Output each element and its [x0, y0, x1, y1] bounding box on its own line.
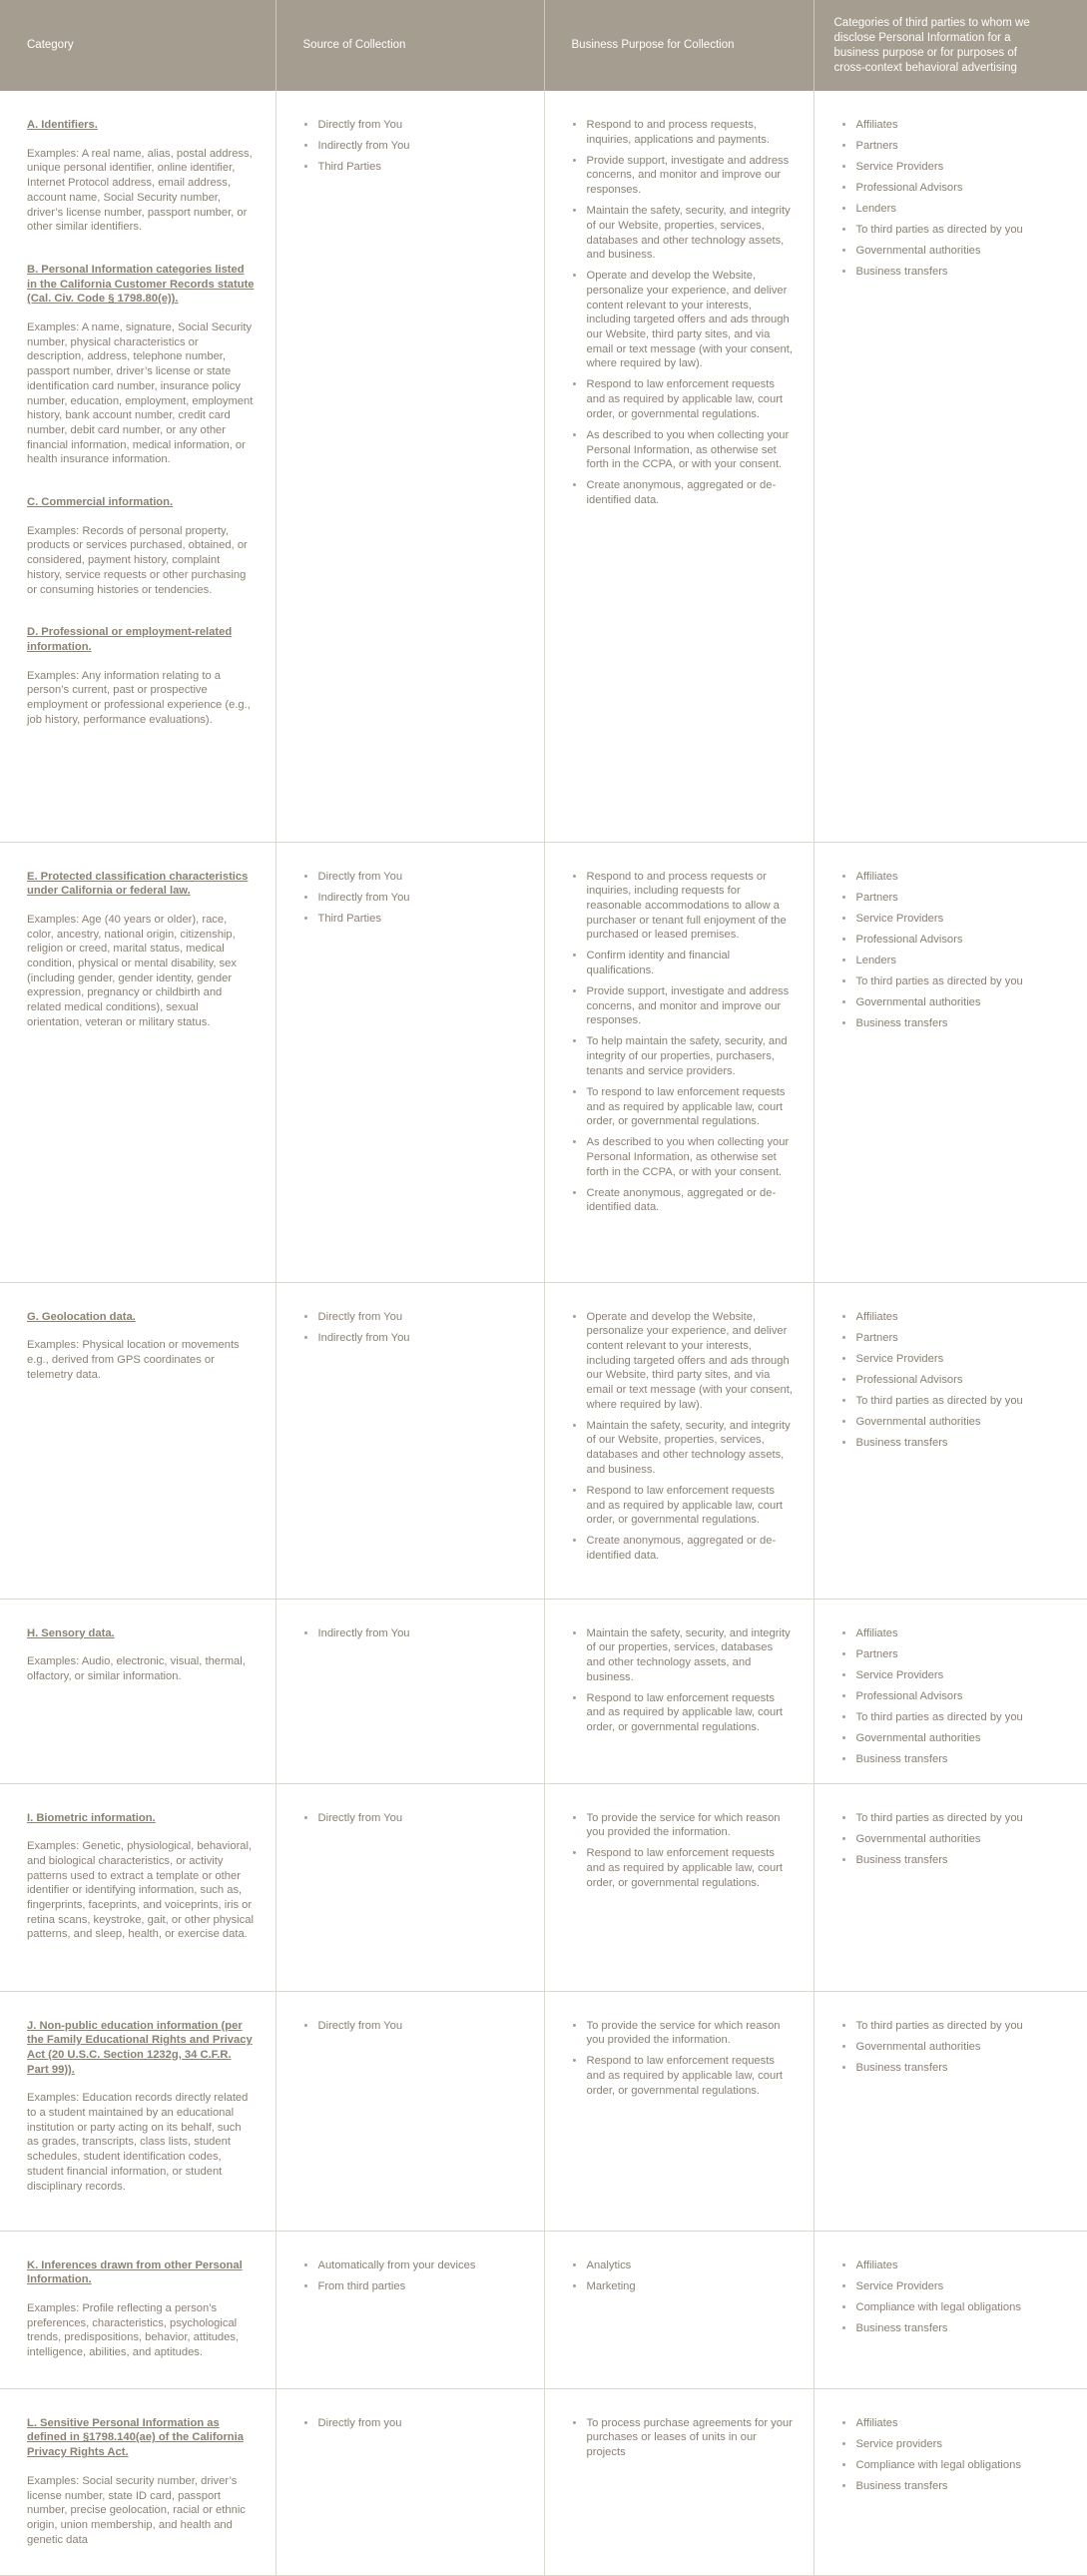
category-example: Examples: A name, signature, Social Security number, physical characteristics or description, address, telephone number, passport number, driver’s license or state identification card number, insurance policy number, education, employment, employment history, bank account number, credit card number, debit card number, or any other financial information, medical information, or health insurance information. — [27, 322, 254, 466]
purpose-item: • Respond to law enforcement requests and as required by applicable law, court order, or governmental regulations. — [573, 1846, 794, 1890]
category-cell — [0, 2231, 275, 2388]
purpose-item: • Respond to law enforcement requests and as required by applicable law, court order, or governmental regulations. — [573, 377, 794, 421]
purpose-item: • To provide the service for which reason you provided the information. — [573, 1811, 794, 1840]
category-cell — [0, 1991, 275, 2231]
third-party-item: • Professional Advisors — [842, 1689, 1068, 1704]
category-title-link[interactable]: L. Sensitive Personal Information as defined in §1798.140(ae) of the California Privacy Rights Act. — [27, 2416, 244, 2459]
third-party-item: • Professional Advisors — [842, 1373, 1068, 1388]
source-cell — [275, 2388, 544, 2576]
category-title-link[interactable]: G. Geolocation data. — [27, 1310, 136, 1323]
source-list — [304, 118, 524, 175]
purpose-item: • To respond to law enforcement requests and as required by applicable law, court order, or governmental regulations. — [573, 1085, 794, 1129]
table-row — [0, 2388, 1087, 2576]
source-item: • Directly from You — [304, 2019, 524, 2034]
purpose-item: • Marketing — [573, 2279, 794, 2294]
third-parties-cell — [814, 1599, 1087, 1783]
third-party-item: • Professional Advisors — [842, 933, 1068, 948]
purpose-item: • Respond to law enforcement requests and as required by applicable law, court order, or governmental regulations. — [573, 1691, 794, 1735]
third-party-item: • Affiliates — [842, 118, 1068, 133]
third-party-item: • Partners — [842, 139, 1068, 154]
purpose-cell — [544, 1991, 814, 2231]
source-item: • Directly from You — [304, 870, 524, 885]
source-item: • Indirectly from You — [304, 1331, 524, 1346]
category-title-link[interactable]: H. Sensory data. — [27, 1626, 115, 1639]
category-block — [27, 1811, 256, 1943]
category-block — [27, 263, 256, 467]
purpose-item: • Respond to law enforcement requests and as required by applicable law, court order, or governmental regulations. — [573, 2054, 794, 2098]
purpose-item: • Maintain the safety, security, and integrity of our properties, services, databases and other technology assets, and business. — [573, 1626, 794, 1685]
purpose-item: • Respond to and process requests, inquiries, applications and payments. — [573, 118, 794, 147]
category-title-link[interactable]: B. Personal Information categories listed in the California Customer Records statute (Cal. Civ. Code § 1798.80(e)). — [27, 263, 255, 306]
purpose-list — [573, 2258, 794, 2294]
third-party-item: • Business transfers — [842, 2061, 1068, 2076]
purpose-list — [573, 2019, 794, 2099]
third-party-item: • Business transfers — [842, 1436, 1068, 1451]
third-parties-list — [842, 118, 1068, 280]
third-parties-list — [842, 1811, 1068, 1868]
third-party-item: • Service Providers — [842, 1668, 1068, 1683]
third-party-item: • Service Providers — [842, 912, 1068, 927]
table-header-row — [0, 0, 1087, 91]
source-list — [304, 2019, 524, 2034]
purpose-list — [573, 1626, 794, 1735]
third-party-item: • Affiliates — [842, 2416, 1068, 2431]
purpose-list — [573, 2416, 794, 2460]
source-item: • Third Parties — [304, 912, 524, 927]
category-block — [27, 495, 256, 597]
category-example: Examples: Social security number, driver’s license number, state ID card, passport number, precise geolocation, racial or ethnic origin, union membership, and health and genetic data — [27, 2474, 246, 2546]
purpose-cell — [544, 1783, 814, 1991]
source-list — [304, 2416, 524, 2431]
category-title-link[interactable]: D. Professional or employment-related information. — [27, 626, 233, 653]
source-item: • Indirectly from You — [304, 1626, 524, 1641]
category-block — [27, 2258, 256, 2360]
third-party-item: • Affiliates — [842, 1310, 1068, 1325]
category-example: Examples: Age (40 years or older), race, color, ancestry, national origin, citizenship, religion or creed, marital status, medical condition, physical or mental disability, sex (including gender, gender identity, gender expression, pregnancy or childbirth and related medical conditions), sexual orientation, veteran or military status. — [27, 913, 237, 1028]
category-block — [27, 870, 256, 1030]
third-party-item: • Affiliates — [842, 1626, 1068, 1641]
third-party-item: • Governmental authorities — [842, 995, 1068, 1010]
category-cell — [0, 1783, 275, 1991]
third-party-item: • Governmental authorities — [842, 244, 1068, 259]
category-block — [27, 1626, 256, 1684]
purpose-item: • Operate and develop the Website, personalize your experience, and deliver content relevant to your interests, including targeted offers and ads through our Website, third party sites, and via email or text message (with your consent, where required by law). — [573, 1310, 794, 1413]
third-party-item: • Service providers — [842, 2437, 1068, 2452]
source-item: • Directly from you — [304, 2416, 524, 2431]
category-block — [27, 118, 256, 235]
category-example: Examples: Physical location or movements e.g., derived from GPS coordinates or telemetry data. — [27, 1339, 240, 1381]
category-cell — [0, 1599, 275, 1783]
source-cell — [275, 1783, 544, 1991]
header-category: Category — [0, 0, 275, 91]
source-cell — [275, 1282, 544, 1599]
table-row — [0, 1282, 1087, 1599]
purpose-cell — [544, 842, 814, 1282]
purpose-item: • As described to you when collecting your Personal Information, as otherwise set forth in the CCPA, or with your consent. — [573, 1135, 794, 1179]
purpose-item: • Provide support, investigate and address concerns, and monitor and improve our responses. — [573, 154, 794, 198]
purpose-item: • Create anonymous, aggregated or de-identified data. — [573, 478, 794, 507]
category-title-link[interactable]: C. Commercial information. — [27, 496, 174, 509]
third-parties-cell — [814, 2388, 1087, 2576]
purpose-item: • Confirm identity and financial qualifications. — [573, 949, 794, 977]
third-party-item: • Compliance with legal obligations — [842, 2458, 1068, 2473]
third-parties-list — [842, 1310, 1068, 1451]
third-party-item: • Business transfers — [842, 2479, 1068, 2494]
table-row — [0, 1599, 1087, 1783]
category-cell — [0, 2388, 275, 2576]
source-cell — [275, 842, 544, 1282]
third-party-item: • Business transfers — [842, 265, 1068, 280]
third-party-item: • Business transfers — [842, 1016, 1068, 1031]
category-example: Examples: Profile reflecting a person’s preferences, characteristics, psychological trends, predispositions, behavior, attitudes, intelligence, abilities, and aptitudes. — [27, 2301, 240, 2359]
purpose-item: • As described to you when collecting your Personal Information, as otherwise set forth in the CCPA, or with your consent. — [573, 428, 794, 472]
table-row — [0, 842, 1087, 1282]
source-item: • Directly from You — [304, 1811, 524, 1826]
category-block — [27, 625, 256, 727]
third-party-item: • Affiliates — [842, 870, 1068, 885]
purpose-item: • Maintain the safety, security, and integrity of our Website, properties, services, databases and other technology assets, and business. — [573, 204, 794, 263]
category-example: Examples: Audio, electronic, visual, thermal, olfactory, or similar information. — [27, 1655, 246, 1682]
third-parties-list — [842, 2416, 1068, 2494]
purpose-item: • Operate and develop the Website, personalize your experience, and deliver content relevant to your interests, including targeted offers and ads through our Website, third party sites, and via email or text message (with your consent, where required by law). — [573, 269, 794, 371]
source-list — [304, 1626, 524, 1641]
third-party-item: • Business transfers — [842, 2321, 1068, 2336]
third-parties-cell — [814, 2231, 1087, 2388]
third-party-item: • Partners — [842, 1331, 1068, 1346]
source-cell — [275, 91, 544, 842]
third-party-item: • To third parties as directed by you — [842, 1811, 1068, 1826]
third-parties-list — [842, 1626, 1068, 1767]
purpose-item: • Respond to and process requests or inquiries, including requests for reasonable accommodations to allow a purchaser or tenant full enjoyment of the purchased or leased premises. — [573, 870, 794, 944]
third-parties-cell — [814, 1282, 1087, 1599]
category-example: Examples: Education records directly related to a student maintained by an educational institution or party acting on its behalf, such as grades, transcripts, class lists, student schedules, student identification codes, student financial information, or student disciplinary records. — [27, 2092, 249, 2193]
source-item: • Indirectly from You — [304, 891, 524, 906]
third-party-item: • Governmental authorities — [842, 1832, 1068, 1847]
third-party-item: • Service Providers — [842, 2279, 1068, 2294]
third-party-item: • Lenders — [842, 202, 1068, 217]
purpose-list — [573, 118, 794, 508]
purpose-cell — [544, 91, 814, 842]
purpose-item: • To provide the service for which reason you provided the information. — [573, 2019, 794, 2048]
third-party-item: • Governmental authorities — [842, 1731, 1068, 1746]
category-title-link[interactable]: E. Protected classification characteristics under California or federal law. — [27, 870, 249, 898]
category-example: Examples: Any information relating to a person’s current, past or prospective employment or professional experience (e.g., job history, performance evaluations). — [27, 669, 251, 726]
purpose-list — [573, 1811, 794, 1891]
third-party-item: • Lenders — [842, 954, 1068, 968]
category-block — [27, 1310, 256, 1383]
purpose-item: • Create anonymous, aggregated or de-identified data. — [573, 1534, 794, 1563]
source-item: • Directly from You — [304, 1310, 524, 1325]
source-list — [304, 1310, 524, 1346]
third-parties-cell — [814, 1991, 1087, 2231]
source-cell — [275, 2231, 544, 2388]
third-party-item: • To third parties as directed by you — [842, 1394, 1068, 1409]
third-party-item: • To third parties as directed by you — [842, 2019, 1068, 2034]
table-row — [0, 2231, 1087, 2388]
table-row — [0, 1783, 1087, 1991]
source-list — [304, 870, 524, 927]
third-party-item: • Governmental authorities — [842, 1415, 1068, 1430]
category-example: Examples: A real name, alias, postal address, unique personal identifier, online identifier, Internet Protocol address, email address, account name, Social Security number, driver’s license number, passport number, or other similar identifiers. — [27, 147, 253, 234]
third-parties-list — [842, 870, 1068, 1031]
source-list — [304, 1811, 524, 1826]
purpose-item: • Respond to law enforcement requests and as required by applicable law, court order, or governmental regulations. — [573, 1484, 794, 1528]
source-cell — [275, 1599, 544, 1783]
third-party-item: • To third parties as directed by you — [842, 1710, 1068, 1725]
header-third-parties: Categories of third parties to whom we disclose Personal Information for a business purpose or for purposes of cross-context behavioral advertising — [814, 0, 1087, 91]
source-item: • Automatically from your devices — [304, 2258, 524, 2273]
category-cell — [0, 842, 275, 1282]
category-example: Examples: Records of personal property, products or services purchased, obtained, or considered, payment history, complaint history, service requests or other purchasing or consuming histories or tendencies. — [27, 524, 248, 596]
third-party-item: • To third parties as directed by you — [842, 223, 1068, 238]
third-party-item: • Service Providers — [842, 160, 1068, 175]
purpose-item: • Provide support, investigate and address concerns, and monitor and improve our responses. — [573, 984, 794, 1028]
purpose-item: • Maintain the safety, security, and integrity of our Website, properties, services, databases and other technology assets, and business. — [573, 1419, 794, 1478]
third-party-item: • Governmental authorities — [842, 2040, 1068, 2055]
purpose-cell — [544, 1282, 814, 1599]
source-cell — [275, 1991, 544, 2231]
purpose-item: • To process purchase agreements for your purchases or leases of units in our projects — [573, 2416, 794, 2460]
category-example: Examples: Genetic, physiological, behavioral, and biological characteristics, or activity patterns used to extract a template or other identifier or identifying information, such as, fingerprints, faceprints, and voiceprints, iris or retina scans, keystroke, gait, or other physical patterns, and sleep, health, or exercise data. — [27, 1840, 254, 1941]
purpose-item: • Create anonymous, aggregated or de-identified data. — [573, 1186, 794, 1215]
category-block — [27, 2416, 256, 2548]
purpose-cell — [544, 1599, 814, 1783]
source-item: • From third parties — [304, 2279, 524, 2294]
third-party-item: • Partners — [842, 1647, 1068, 1662]
purpose-item: • To help maintain the safety, security, and integrity of our properties, purchasers, tenants and service providers. — [573, 1034, 794, 1078]
purpose-cell — [544, 2388, 814, 2576]
third-parties-cell — [814, 91, 1087, 842]
third-party-item: • Business transfers — [842, 1752, 1068, 1767]
purpose-cell — [544, 2231, 814, 2388]
purpose-item: • Analytics — [573, 2258, 794, 2273]
purpose-list — [573, 870, 794, 1216]
third-parties-cell — [814, 1783, 1087, 1991]
third-parties-list — [842, 2019, 1068, 2076]
category-cell — [0, 91, 275, 842]
table-row — [0, 1991, 1087, 2231]
category-title-link[interactable]: I. Biometric information. — [27, 1811, 156, 1824]
header-source: Source of Collection — [275, 0, 544, 91]
third-parties-cell — [814, 842, 1087, 1282]
category-title-link[interactable]: A. Identifiers. — [27, 119, 98, 131]
category-cell — [0, 1282, 275, 1599]
table-row — [0, 91, 1087, 842]
source-item: • Indirectly from You — [304, 139, 524, 154]
third-party-item: • Service Providers — [842, 1352, 1068, 1367]
third-party-item: • Partners — [842, 891, 1068, 906]
source-list — [304, 2258, 524, 2294]
purpose-list — [573, 1310, 794, 1564]
category-title-link[interactable]: J. Non-public education information (per the Family Educational Rights and Privacy Act (20 U.S.C. Section 1232g, 34 C.F.R. Part 99)). — [27, 2019, 253, 2076]
third-party-item: • Affiliates — [842, 2258, 1068, 2273]
source-item: • Third Parties — [304, 160, 524, 175]
third-party-item: • Compliance with legal obligations — [842, 2300, 1068, 2315]
source-item: • Directly from You — [304, 118, 524, 133]
category-block — [27, 2019, 256, 2195]
third-parties-list — [842, 2258, 1068, 2336]
third-party-item: • Professional Advisors — [842, 181, 1068, 196]
category-title-link[interactable]: K. Inferences drawn from other Personal Information. — [27, 2258, 243, 2286]
header-purpose: Business Purpose for Collection — [544, 0, 814, 91]
third-party-item: • Business transfers — [842, 1853, 1068, 1868]
third-party-item: • To third parties as directed by you — [842, 974, 1068, 989]
